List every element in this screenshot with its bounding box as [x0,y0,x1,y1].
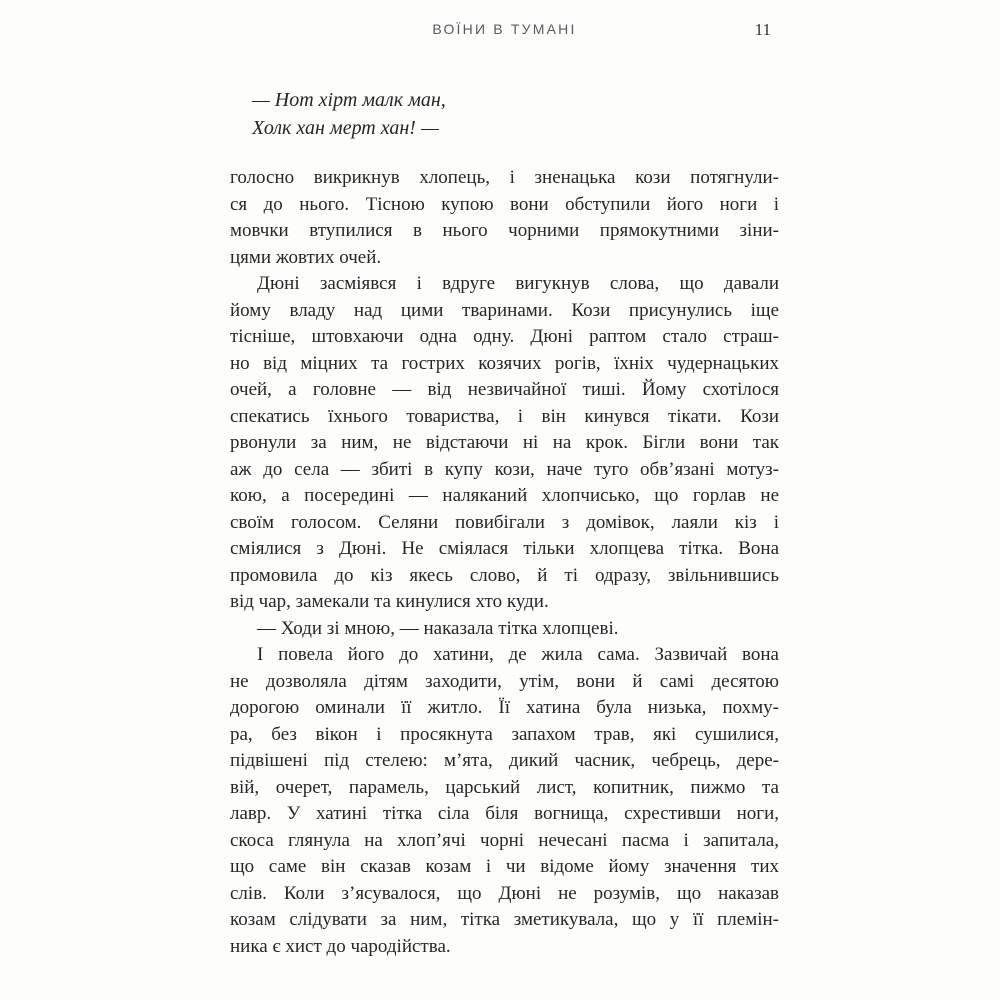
text-line: вій, очерет, парамель, царський лист, копитник, пижмо та [230,776,779,798]
text-line: цями жовтих очей. [230,246,382,268]
text-line: спекатись їхнього товариства, і він кинувся тікати. Кози [230,405,779,427]
text-line: підвішені під стелею: м’ята, дикий часник, чебрець, дере- [230,750,779,771]
text-line: тісніше, штовхаючи одна одну. Дюні раптом стало страш- [230,326,779,347]
text-line: йому владу над цими тваринами. Кози присунулись іще [230,299,779,321]
text-line: слів. Коли з’ясувалося, що Дюні не розумів, що наказав [230,882,779,904]
paragraph [230,642,779,960]
text-line: скоса глянула на хлоп’ячі чорні нечесані пасма і запитала, [230,829,779,851]
text-line: ра, без вікон і просякнута запахом трав, які сушилися, [230,723,779,745]
text-line: очей, а головне — від незвичайної тиші. Йому схотілося [230,379,779,400]
text-line: кою, а посередині — наляканий хлопчисько, що горлав не [230,485,779,506]
text-line: рвонули за ним, не відстаючи ні на крок. Бігли вони так [230,432,779,453]
text-line: ся до нього. Тісною купою вони обступили його ноги і [230,193,779,215]
text-line: аж до села — збиті в купу кози, наче туго обв’язані мотуз- [230,458,779,480]
body-text [230,165,779,960]
verse-line: Холк хан мерт хан! — [252,117,439,139]
text-line: но від міцних та гострих козячих рогів, їхніх чудернацьких [230,352,779,374]
text-line: лавр. У хатині тітка сіла біля вогнища, схрестивши ноги, [230,803,779,824]
text-block [230,0,779,960]
text-line: — Ходи зі мною, — наказала тітка хлопцеві. [257,617,619,639]
text-line: сміялися з Дюні. Не сміялася тільки хлопцева тітка. Вона [230,538,779,559]
paragraph [230,616,779,643]
text-line: що саме він сказав козам і чи відоме йому значення тих [230,856,779,877]
text-line: від чар, замекали та кинулися хто куди. [230,591,549,612]
text-line: Дюні засміявся і вдруге вигукнув слова, що давали [257,273,779,294]
verse-quote [230,86,779,142]
text-line: ника є хист до чародійства. [230,935,451,957]
verse-line: — Нот хірт малк ман, [252,89,446,111]
paragraph [230,165,779,271]
paragraph [230,271,779,616]
text-line: мовчки втупилися в нього чорними прямокутними зіни- [230,220,779,241]
text-line: дорогою оминали її житло. Її хатина була низька, похму- [230,697,779,718]
page-number: 11 [754,20,771,39]
text-line: І повела його до хатини, де жила сама. Зазвичай вона [257,644,779,665]
text-line: козам слідувати за ним, тітка зметикувала, що у її племін- [230,909,779,930]
running-title: ВОЇНИ В ТУМАНІ [432,21,577,37]
text-line: не дозволяла дітям заходити, утім, вони й самі десятою [230,670,779,692]
text-line: голосно викрикнув хлопець, і зненацька кози потягнули- [230,167,779,188]
text-line: промовила до кіз якесь слово, й ті одразу, звільнившись [230,564,779,586]
text-line: своїм голосом. Селяни повибігали з домівок, лаяли кіз і [230,511,779,533]
running-head [230,21,779,39]
